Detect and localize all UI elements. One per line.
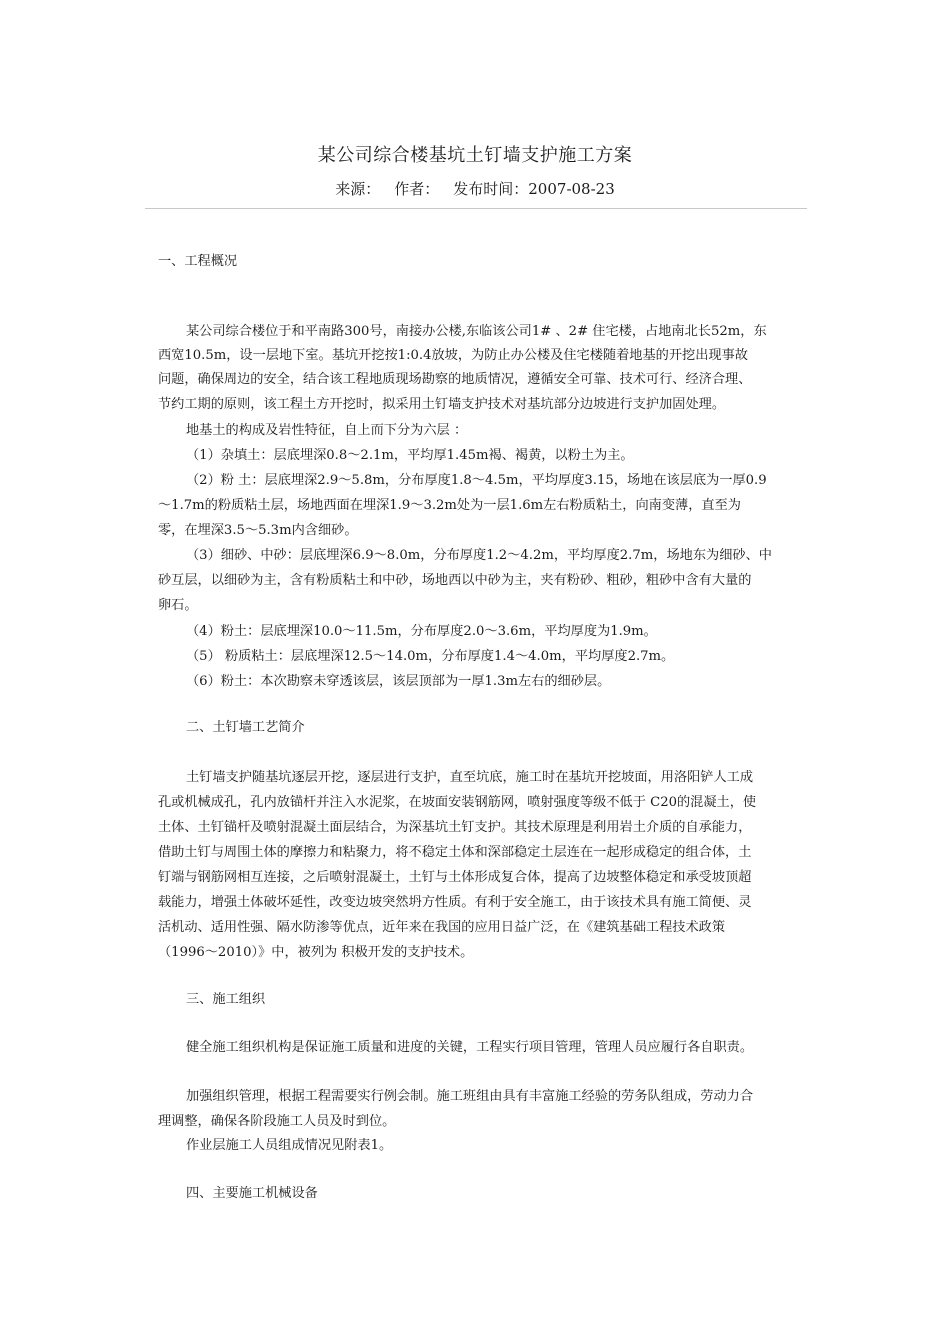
paragraph-line: 加强组织管理，根据工程需要实行例会制。施工班组由具有丰富施工经验的劳务队组成，劳动力合 xyxy=(186,1089,754,1104)
paragraph-line: 借助土钉与周围土体的摩擦力和粘聚力，将不稳定土体和深部稳定土层连在一起形成稳定的组合体，土 xyxy=(158,845,752,860)
author-label: 作者： xyxy=(394,180,440,198)
paragraph-line: 健全施工组织机构是保证施工质量和进度的关键，工程实行项目管理，管理人员应履行各自职责。 xyxy=(186,1040,754,1055)
soil-layer-1: （1）杂填土：层底埋深0.8～2.1m，平均厚1.45m褐、褐黄，以粉土为主。 xyxy=(186,448,634,463)
paragraph-line: 地基土的构成及岩性特征，自上而下分为六层 ： xyxy=(186,423,468,438)
source-label: 来源： xyxy=(335,180,381,198)
paragraph-line: 土体、土钉锚杆及喷射混凝土面层结合，为深基坑土钉支护。其技术原理是利用岩土介质的自承能力， xyxy=(158,820,752,835)
paragraph-line: 问题，确保周边的安全，结合该工程地质现场勘察的地质情况，遵循安全可靠、技术可行、经济合理、 xyxy=(158,372,752,387)
paragraph-line: 钉端与钢筋网相互连接，之后喷射混凝土，土钉与土体形成复合体，提高了边坡整体稳定和承受坡顶超 xyxy=(158,870,752,885)
section-heading-1: 一、工程概况 xyxy=(158,254,238,269)
section-heading-4: 四、主要施工机械设备 xyxy=(186,1186,318,1201)
soil-layer-3: （3）细砂、中砂：层底埋深6.9～8.0m，分布厚度1.2～4.2m，平均厚度2.7m，场地东为细砂、中 xyxy=(186,548,772,563)
paragraph-line: 孔或机械成孔，孔内放锚杆并注入水泥浆，在坡面安装钢筋网，喷射强度等级不低于 C20的混凝土，使 xyxy=(158,795,757,810)
paragraph-line: 零，在埋深3.5～5.3m内含细砂。 xyxy=(158,523,358,538)
paragraph-line: 西宽10.5m，设一层地下室。基坑开挖按1:0.4放坡，为防止办公楼及住宅楼随着地基的开挖出现事故 xyxy=(158,348,748,363)
paragraph-line: 活机动、适用性强、隔水防渗等优点，近年来在我国的应用日益广泛，在《建筑基础工程技术政策 xyxy=(158,920,726,935)
paragraph-line: （1996～2010）》中，被列为 积极开发的支护技术。 xyxy=(158,945,474,960)
paragraph-line: 某公司综合楼位于和平南路300号，南接办公楼,东临该公司1# 、2# 住宅楼，占地南北长52m，东 xyxy=(186,324,767,339)
soil-layer-2: （2）粉 土：层底埋深2.9～5.8m，分布厚度1.8～4.5m，平均厚度3.15，场地在该层底为一厚0.9 xyxy=(186,473,767,488)
document-meta xyxy=(0,178,950,200)
paragraph-line: 理调整，确保各阶段施工人员及时到位。 xyxy=(158,1114,396,1129)
soil-layer-4: （4）粉土：层底埋深10.0～11.5m，分布厚度2.0～3.6m，平均厚度为1.9m。 xyxy=(186,624,657,639)
header-divider xyxy=(145,208,807,209)
soil-layer-6: （6）粉土：本次勘察未穿透该层，该层顶部为一厚1.3m左右的细砂层。 xyxy=(186,674,611,689)
soil-layer-5: （5） 粉质粘土：层底埋深12.5～14.0m，分布厚度1.4～4.0m，平均厚度2.7m。 xyxy=(186,649,675,664)
paragraph-line: 土钉墙支护随基坑逐层开挖，逐层进行支护，直至坑底，施工时在基坑开挖坡面，用洛阳铲人工成 xyxy=(186,770,754,785)
paragraph-line: 作业层施工人员组成情况见附表1。 xyxy=(186,1138,393,1153)
paragraph-line: 载能力，增强土体破坏延性，改变边坡突然坍方性质。有利于安全施工，由于该技术具有施工简便、灵 xyxy=(158,895,752,910)
paragraph-line: 节约工期的原则，该工程土方开挖时，拟采用土钉墙支护技术对基坑部分边坡进行支护加固处理。 xyxy=(158,397,726,412)
paragraph-line: ～1.7m的粉质粘土层，场地西面在埋深1.9～3.2m处为一层1.6m左右粉质粘土，向南变薄，直至为 xyxy=(158,498,741,513)
paragraph-line: 卵石。 xyxy=(158,598,198,613)
document-title: 某公司综合楼基坑土钉墙支护施工方案 xyxy=(317,145,633,166)
section-heading-2: 二、土钉墙工艺简介 xyxy=(186,720,305,735)
published-label: 发布时间：2007-08-23 xyxy=(453,180,615,198)
section-heading-3: 三、施工组织 xyxy=(186,992,266,1007)
paragraph-line: 砂互层，以细砂为主，含有粉质粘土和中砂，场地西以中砂为主，夹有粉砂、粗砂，粗砂中含有大量的 xyxy=(158,573,752,588)
